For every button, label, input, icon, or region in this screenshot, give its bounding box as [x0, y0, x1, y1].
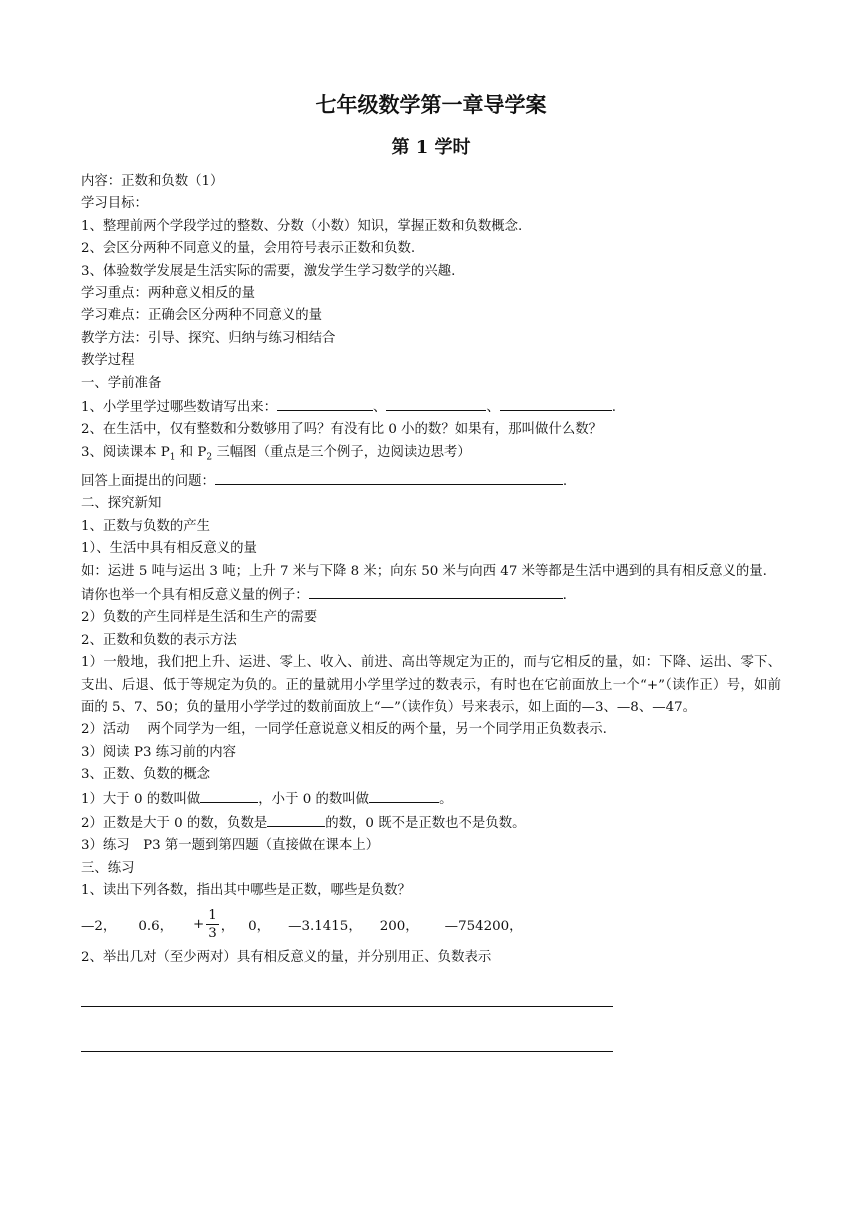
goal-item: 1、整理前两个学段学过的整数、分数（小数）知识，掌握正数和负数概念. [81, 218, 523, 234]
prep-question-1 [81, 395, 781, 419]
period: . [562, 587, 567, 603]
separator: 、 [486, 400, 500, 416]
answer-prompt-text: 回答上面提出的问题： [81, 473, 215, 489]
page-subscript: 1 [169, 452, 176, 463]
number-item: —2， [81, 919, 117, 935]
document-title: 七年级数学第一章导学案 [315, 92, 547, 117]
answer-blank[interactable] [267, 811, 325, 827]
separator: 、 [373, 400, 387, 416]
concept-question-1 [81, 787, 781, 811]
concept-text: ，小于 0 的数叫做 [258, 791, 370, 807]
answer-blank[interactable] [369, 787, 439, 803]
teaching-method: 教学方法：引导、探究、归纳与练习相结合 [81, 330, 336, 346]
content-line: 内容：正数和负数（1） [81, 174, 224, 189]
section3-heading: 三、练习 [81, 860, 135, 876]
reading-line: 3）阅读 P3 练习前的内容 [81, 744, 237, 760]
plus-sign: + [193, 917, 205, 933]
number-item: 200， [379, 919, 419, 935]
exercise-question-2: 2、举出几对（至少两对）具有相反意义的量，并分别用正、负数表示 [81, 949, 492, 965]
activity-line: 2）活动 两个同学为一组，一同学任意说意义相反的两个量，另一个同学用正负数表示. [81, 722, 607, 738]
number-item: 0.6， [138, 919, 173, 935]
prep-question-2: 2、在生活中，仅有整数和分数够用了吗？有没有比 0 小的数？如果有，那叫做什么数？ [81, 422, 603, 438]
process-heading: 教学过程 [81, 353, 135, 369]
prep-q3-text: 和 P [175, 444, 207, 460]
worksheet-page [81, 88, 781, 1052]
comma: ， [220, 919, 235, 935]
example-paragraph: 如：运进 5 吨与运出 3 吨；上升 7 米与下降 8 米；向东 50 米与向西 47 米等都是生活中遇到的具有相反意义的量. [81, 563, 767, 579]
difficulty: 学习难点：正确会区分两种不同意义的量 [81, 308, 323, 324]
section1-heading: 一、学前准备 [81, 375, 162, 391]
prep-question-3 [81, 442, 781, 469]
fraction-denominator: 3 [208, 926, 217, 942]
answer-blank[interactable] [309, 583, 563, 599]
representation-paragraph: 1）一般地，我们把上升、运进、零上、收入、前进、高出等规定为正的，而与它相反的量，如：下降、运出、零下、支出、后退、低于等规定为负的。正的量就用小学里学过的数表示，有时也在它前面放上一个“+”（读作正）号，如前面的 5、7、50；负的量用小学学过的数前面放上“—”（读作负）号来表示，如上面的—3、—8、—47。 [81, 655, 781, 716]
fraction-numerator: 1 [208, 908, 217, 924]
prep-q3-text: 3、阅读课本 P [81, 444, 170, 460]
section2-heading: 二、探究新知 [81, 496, 162, 512]
subsection-1-1: 1）、生活中具有相反意义的量 [81, 541, 257, 557]
goals-heading: 学习目标： [81, 196, 148, 212]
concept-question-2 [81, 811, 781, 835]
subsection-3: 3、正数、负数的概念 [81, 767, 211, 783]
subsection-2: 2、正数和负数的表示方法 [81, 632, 237, 648]
fraction-one-third [206, 907, 219, 942]
concept-text: 2）正数是大于 0 的数，负数是 [81, 816, 268, 832]
answer-blank[interactable] [215, 469, 563, 485]
period: . [562, 473, 568, 489]
prep-q1-text: 1、小学里学过哪些数请写出来： [81, 400, 277, 416]
your-example [81, 583, 781, 607]
period: . [611, 400, 617, 416]
subsection-1: 1、正数与负数的产生 [81, 518, 211, 534]
answer-blank[interactable] [200, 787, 258, 803]
answer-line[interactable] [81, 1050, 613, 1052]
answer-blank[interactable] [500, 395, 612, 411]
goal-item: 2、会区分两种不同意义的量，会用符号表示正数和负数. [81, 241, 416, 257]
concept-text: 。 [439, 791, 453, 807]
number-list [81, 903, 781, 947]
concept-text: 的数，0 既不是正数也不是负数。 [325, 816, 526, 832]
answer-blank[interactable] [277, 395, 373, 411]
your-example-text: 请你也举一个具有相反意义量的例子： [81, 587, 309, 603]
goal-item: 3、体验数学发展是生活实际的需要，激发学生学习数学的兴趣. [81, 263, 456, 279]
number-item: 0， [248, 919, 271, 935]
prep-q3-text: 三幅图（重点是三个例子，边阅读边思考） [212, 444, 471, 460]
answer-blank[interactable] [386, 395, 486, 411]
practice-line: 3）练习 P3 第一题到第四题（直接做在课本上） [81, 838, 380, 854]
number-item: —754200， [444, 919, 523, 935]
subsection-1-2: 2）负数的产生同样是生活和生产的需要 [81, 610, 318, 626]
page-subscript: 2 [206, 452, 213, 463]
lesson-subtitle: 第 1 学时 [391, 137, 471, 158]
number-item: —3.1415， [288, 919, 362, 935]
concept-text: 1）大于 0 的数叫做 [81, 791, 201, 807]
exercise-question-1: 1、读出下列各数，指出其中哪些是正数，哪些是负数？ [81, 883, 411, 899]
answer-prompt [81, 469, 781, 493]
key-point: 学习重点：两种意义相反的量 [81, 286, 256, 302]
